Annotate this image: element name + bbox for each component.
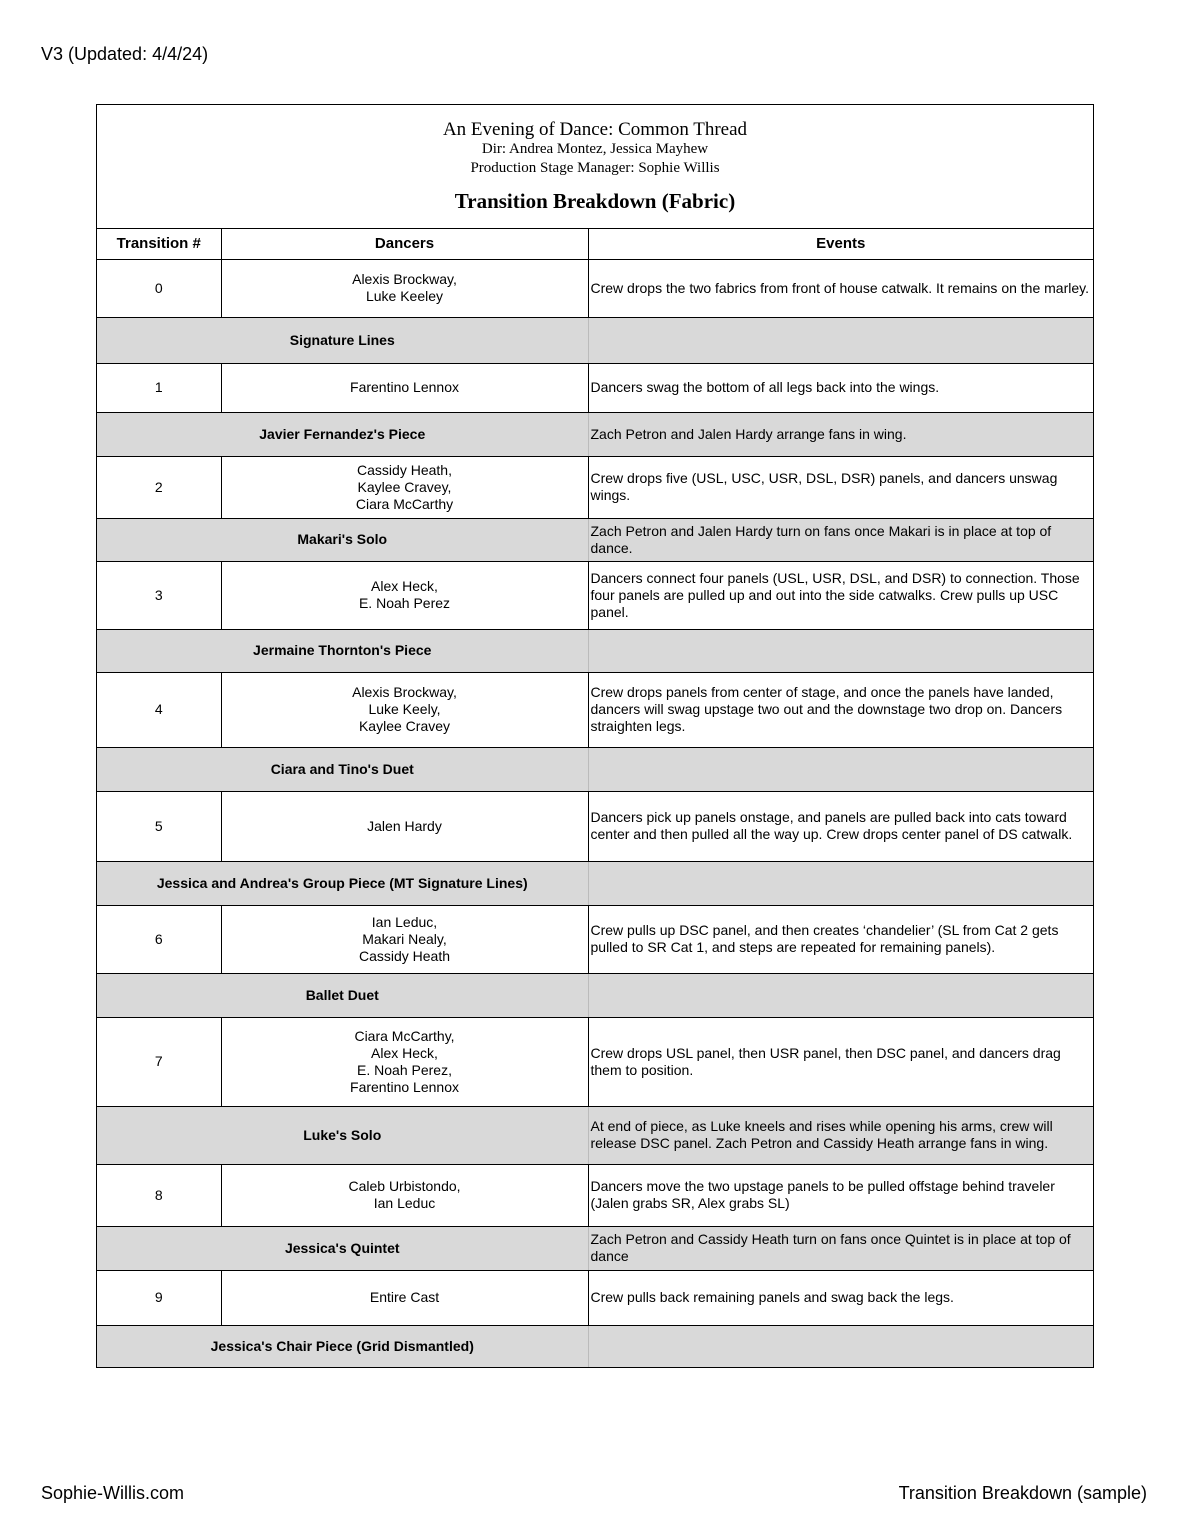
dancers-cell [221,905,588,973]
version-label: V3 (Updated: 4/4/24) [41,44,209,64]
piece-note: At end of piece, as Luke kneels and rises while opening his arms, crew will release DSC panel. Zach Petron and Cassidy Heath arrange fans in wing. [588,1106,1093,1164]
dancer-name: Kaylee Cravey, [357,478,452,495]
dancer-name: Ian Leduc, [371,913,438,930]
piece-note [588,861,1093,905]
dancers-cell [221,259,588,317]
column-header-events: Events [588,229,1093,259]
transition-number: 4 [97,672,221,747]
transition-number: 3 [97,561,221,629]
piece-row [97,861,1093,905]
transition-number: 1 [97,363,221,412]
show-title: An Evening of Dance: Common Thread [442,119,748,140]
piece-row [97,973,1093,1017]
piece-name: Signature Lines [97,317,588,363]
piece-name: Jessica's Quintet [97,1226,588,1270]
dancers-cell [221,363,588,412]
dancer-name: Ciara McCarthy, [354,1027,455,1044]
transition-number: 0 [97,259,221,317]
directors-line: Dir: Andrea Montez, Jessica Mayhew [481,141,709,157]
dancer-name: Alexis Brockway, [352,684,457,700]
table-header-row [97,229,1093,259]
piece-name: Makari's Solo [97,518,588,561]
dancer-name: Caleb Urbistondo, [348,1178,461,1194]
transition-row [97,1164,1093,1226]
piece-note [588,747,1093,791]
piece-note [588,317,1093,363]
piece-row [97,1325,1093,1367]
transition-number: 7 [97,1017,221,1106]
dancer-name: Luke Keeley [365,288,444,304]
events-cell: Crew drops USL panel, then USR panel, then DSC panel, and dancers drag them to position. [588,1017,1093,1106]
piece-row [97,1226,1093,1270]
piece-name: Ciara and Tino's Duet [97,747,588,791]
piece-row [97,317,1093,363]
piece-note [588,629,1093,672]
piece-row [97,1106,1093,1164]
events-cell: Crew pulls back remaining panels and swag back the legs. [588,1270,1093,1325]
transition-number: 8 [97,1164,221,1226]
events-cell: Crew drops five (USL, USC, USR, DSL, DSR) panels, and dancers unswag wings. [588,456,1093,518]
events-cell: Crew drops panels from center of stage, and once the panels have landed, dancers will swag upstage two out and the downstage two drop on. Dancers straighten legs. [588,672,1093,747]
sheet-header [97,105,1093,229]
piece-row [97,518,1093,561]
piece-note [588,1325,1093,1367]
dancer-name: Alexis Brockway, [352,271,457,287]
dancers-cell [221,1270,588,1325]
transition-row [97,791,1093,861]
piece-name: Jessica and Andrea's Group Piece (MT Signature Lines) [97,861,588,905]
dancers-cell [221,561,588,629]
dancer-name: Cassidy Heath [358,947,451,964]
piece-name: Jessica's Chair Piece (Grid Dismantled) [97,1325,588,1367]
dancer-name: Alex Heck, [371,578,438,594]
piece-row [97,412,1093,456]
piece-row [97,747,1093,791]
piece-note: Zach Petron and Jalen Hardy turn on fans once Makari is in place at top of dance. [588,518,1093,561]
dancer-name: Jalen Hardy [367,817,442,834]
dancer-name: Kaylee Cravey [358,718,451,734]
dancer-name: E. Noah Perez, [357,1061,452,1078]
piece-name: Luke's Solo [97,1106,588,1164]
dancer-name: Farentino Lennox [350,379,459,395]
transition-number: 5 [97,791,221,861]
transition-number: 6 [97,905,221,973]
dancer-name: E. Noah Perez [358,595,451,611]
piece-name: Ballet Duet [97,973,588,1017]
transition-row [97,456,1093,518]
footer-doc-label: Transition Breakdown (sample) [898,1483,1147,1503]
transition-number: 2 [97,456,221,518]
column-header-transition: Transition # [97,229,221,259]
breakdown-title: Transition Breakdown (Fabric) [454,189,736,213]
piece-note: Zach Petron and Jalen Hardy arrange fans in wing. [588,412,1093,456]
transition-number: 9 [97,1270,221,1325]
dancer-name: Farentino Lennox [350,1078,459,1095]
transition-sheet [96,104,1094,1368]
piece-row [97,629,1093,672]
dancer-name: Entire Cast [369,1289,440,1305]
dancers-cell [221,456,588,518]
dancers-cell [221,1017,588,1106]
piece-name: Jermaine Thornton's Piece [97,629,588,672]
transition-row [97,905,1093,973]
events-cell: Crew drops the two fabrics from front of house catwalk. It remains on the marley. [588,259,1093,317]
dancers-cell [221,672,588,747]
dancer-name: Alex Heck, [371,1044,438,1061]
footer-website: Sophie-Willis.com [41,1483,185,1503]
piece-name: Javier Fernandez's Piece [97,412,588,456]
dancer-name: Ian Leduc [373,1195,436,1211]
dancer-name: Luke Keely, [368,701,441,717]
transition-row [97,363,1093,412]
events-cell: Dancers swag the bottom of all legs back into the wings. [588,363,1093,412]
transition-row [97,672,1093,747]
transition-row [97,561,1093,629]
events-cell: Dancers connect four panels (USL, USR, DSL, and DSR) to connection. Those four panels are pulled up and out into the side catwalks. Crew pulls up USC panel. [588,561,1093,629]
column-header-dancers: Dancers [221,229,588,259]
transition-row [97,1017,1093,1106]
dancers-cell [221,1164,588,1226]
dancer-name: Cassidy Heath, [357,461,452,478]
transition-table [97,229,1093,1367]
psm-line: Production Stage Manager: Sophie Willis [470,160,720,176]
piece-note: Zach Petron and Cassidy Heath turn on fans once Quintet is in place at top of dance [588,1226,1093,1270]
dancers-cell [221,791,588,861]
transition-row [97,259,1093,317]
piece-note [588,973,1093,1017]
dancer-name: Makari Nealy, [362,930,447,947]
dancer-name: Ciara McCarthy [355,495,454,512]
events-cell: Dancers move the two upstage panels to be pulled offstage behind traveler (Jalen grabs SR, Alex grabs SL) [588,1164,1093,1226]
events-cell: Dancers pick up panels onstage, and panels are pulled back into cats toward center and then pulled all the way up. Crew drops center panel of DS catwalk. [588,791,1093,861]
transition-row [97,1270,1093,1325]
events-cell: Crew pulls up DSC panel, and then creates ‘chandelier’ (SL from Cat 2 gets pulled to SR Cat 1, and steps are repeated for remaining panels). [588,905,1093,973]
